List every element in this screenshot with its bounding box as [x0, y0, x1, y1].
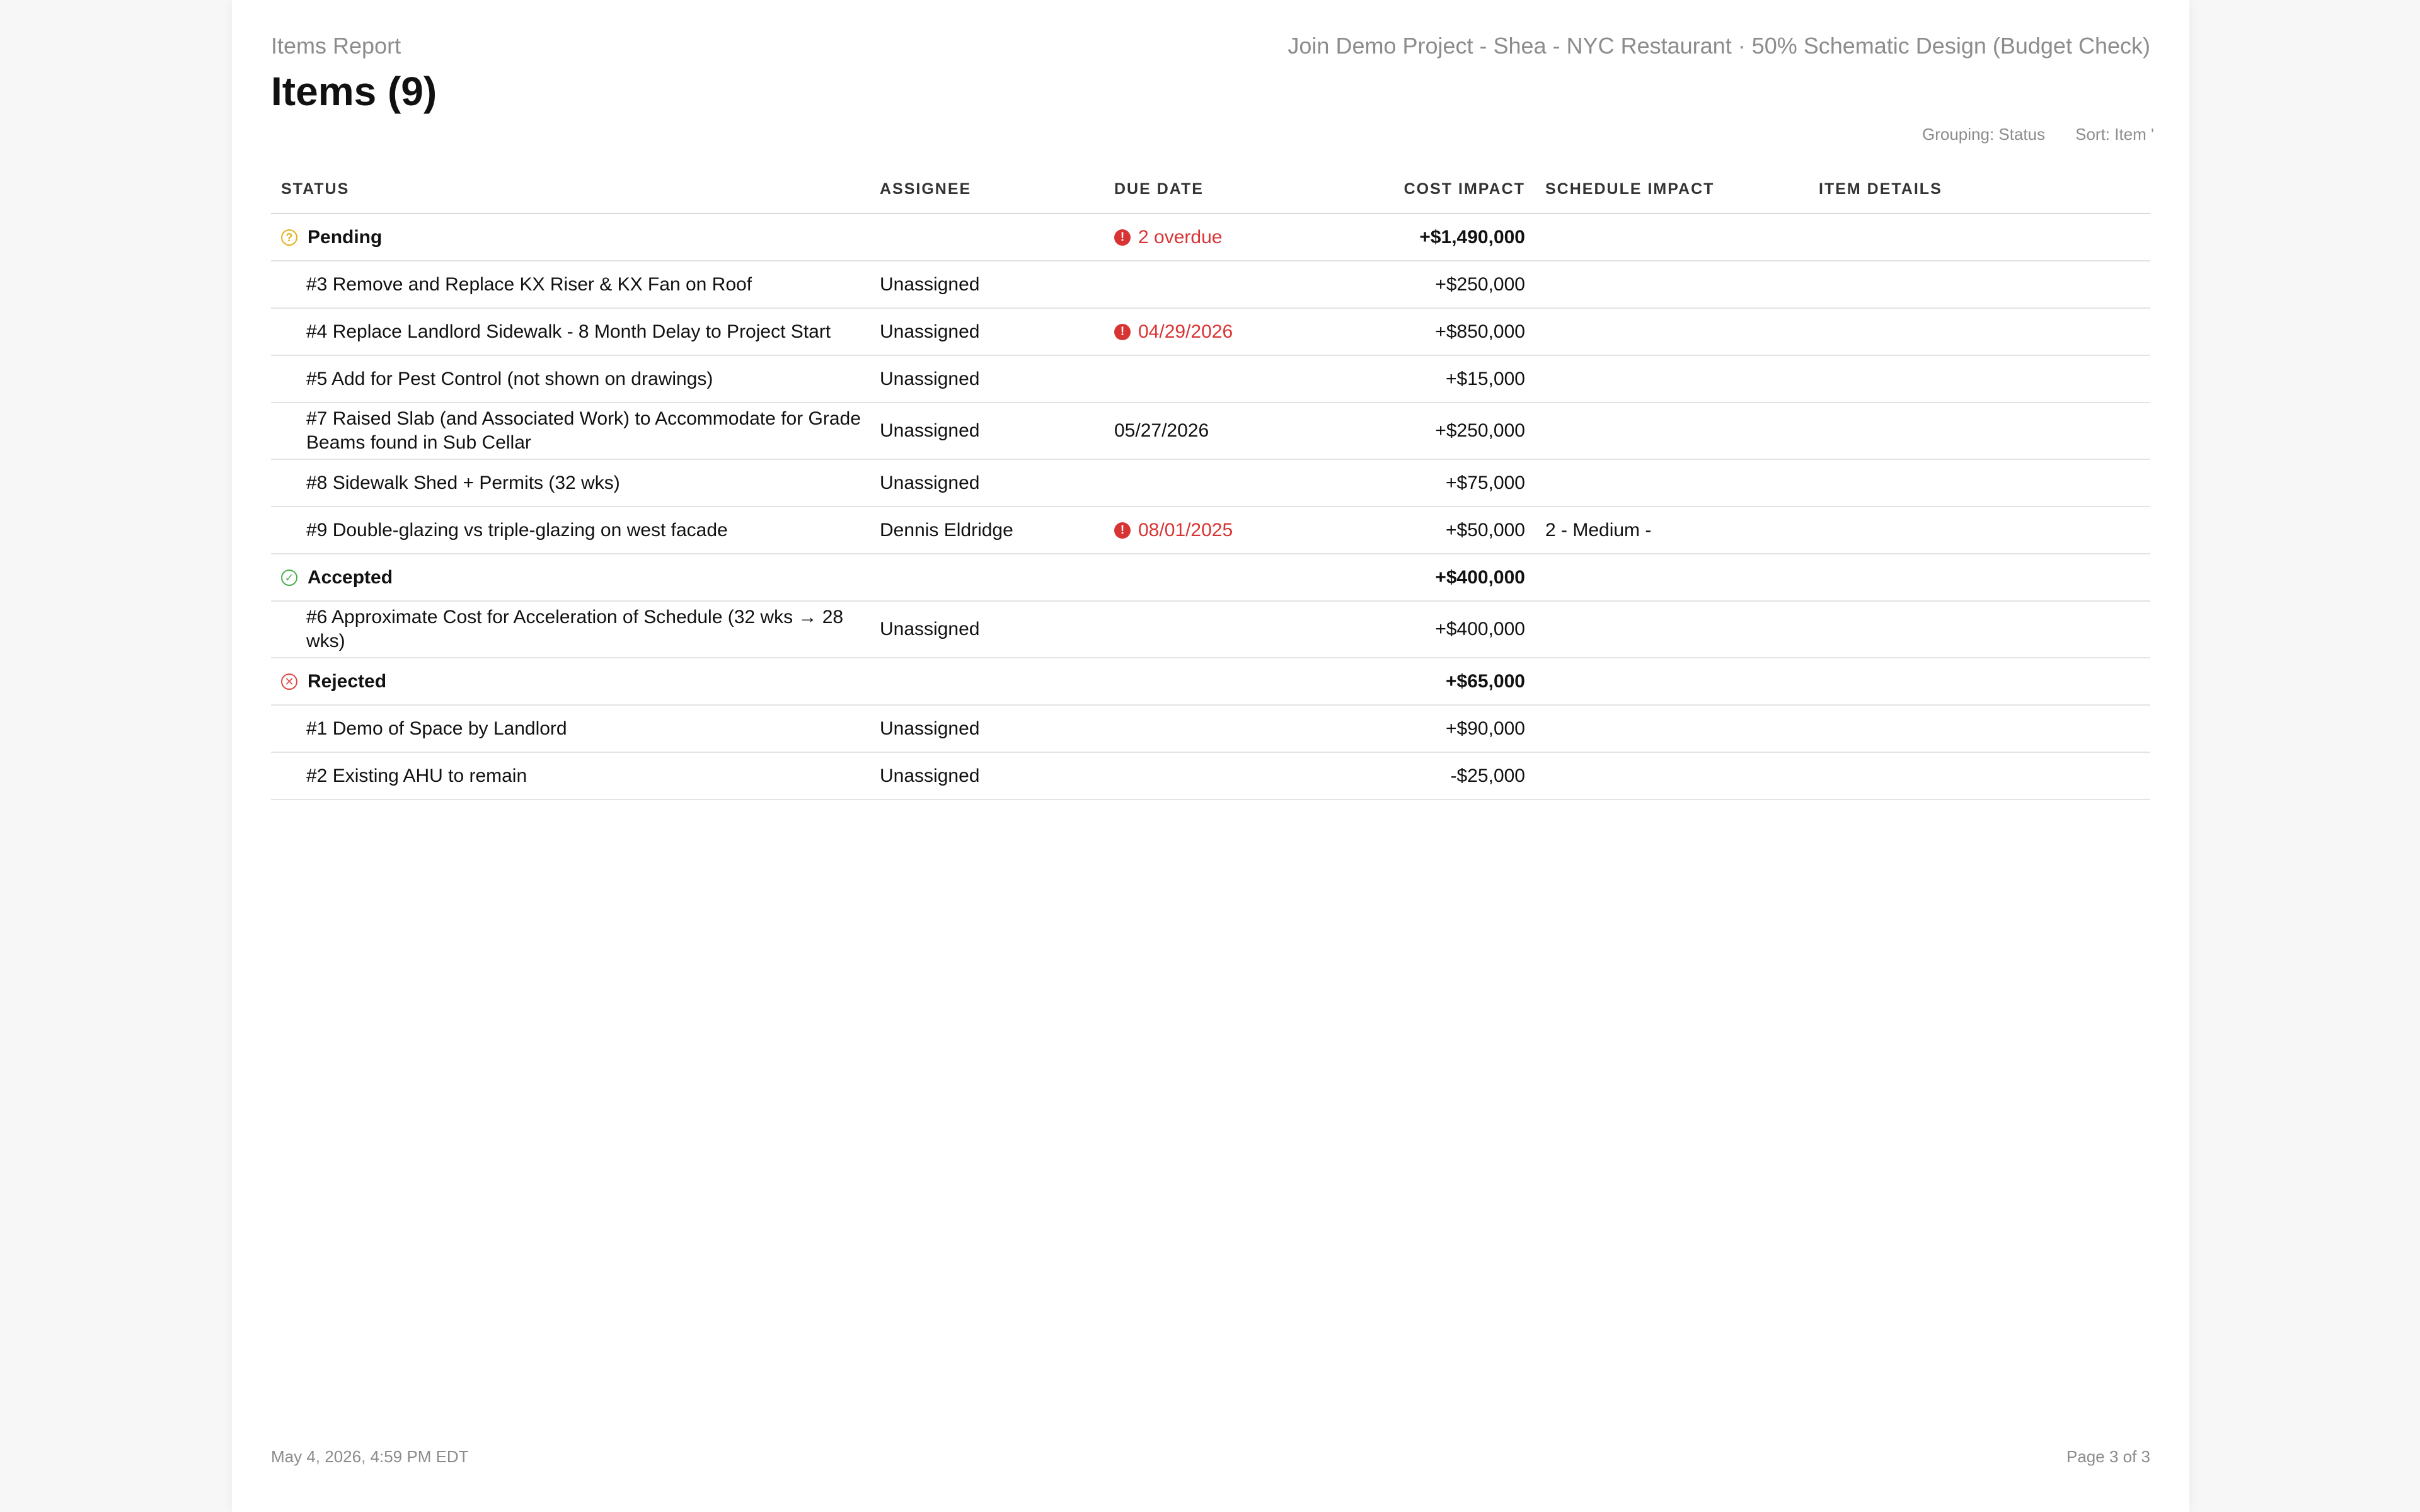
sort-label: Sort: Item ' — [2075, 125, 2154, 144]
table-row[interactable] — [271, 356, 2150, 403]
column-header-item-details: ITEM DETAILS — [1819, 180, 1942, 198]
question-circle-icon: ? — [281, 229, 297, 246]
item-label: #8 Sidewalk Shed + Permits (32 wks) — [306, 472, 620, 493]
footer-page-number: Page 3 of 3 — [2066, 1447, 2150, 1466]
alert-icon: ! — [1114, 229, 1131, 246]
report-page — [232, 0, 2189, 1512]
item-cost: -$25,000 — [1450, 765, 1525, 786]
table-row[interactable] — [271, 507, 2150, 554]
items-table — [271, 165, 2150, 800]
column-header-status: STATUS — [281, 180, 350, 198]
column-header-cost-impact: COST IMPACT — [1403, 180, 1525, 198]
group-cost: +$400,000 — [1435, 566, 1525, 588]
item-label: #3 Remove and Replace KX Riser & KX Fan on Roof — [306, 273, 752, 295]
group-name: Rejected — [308, 670, 387, 692]
column-header-assignee: ASSIGNEE — [880, 180, 972, 198]
item-cost: +$850,000 — [1435, 321, 1525, 342]
item-label: #7 Raised Slab (and Associated Work) to Accommodate for Grade Beams found in Sub Cellar — [306, 408, 861, 453]
item-cost: +$15,000 — [1446, 368, 1525, 389]
item-label: #9 Double-glazing vs triple-glazing on west facade — [306, 519, 728, 541]
item-assignee: Dennis Eldridge — [880, 519, 1013, 541]
item-due-date: 04/29/2026 — [1138, 321, 1233, 342]
item-cost: +$50,000 — [1446, 519, 1525, 541]
page-title: Items (9) — [271, 69, 437, 114]
report-label: Items Report — [271, 33, 401, 59]
table-row[interactable] — [271, 261, 2150, 309]
report-meta — [1922, 125, 2154, 144]
item-schedule-impact: 2 - Medium - — [1545, 519, 1652, 541]
item-cost: +$400,000 — [1435, 619, 1525, 639]
group-name: Accepted — [308, 566, 393, 588]
check-circle-icon: ✓ — [281, 570, 297, 586]
table-row[interactable] — [271, 602, 2150, 658]
table-row[interactable] — [271, 403, 2150, 460]
overdue-count: 2 overdue — [1138, 226, 1223, 248]
item-label: #2 Existing AHU to remain — [306, 765, 527, 786]
item-label: #1 Demo of Space by Landlord — [306, 718, 567, 739]
item-label: #5 Add for Pest Control (not shown on drawings) — [306, 368, 713, 389]
grouping-label: Grouping: Status — [1922, 125, 2046, 144]
table-row[interactable] — [271, 309, 2150, 356]
group-row-pending — [271, 214, 2150, 261]
item-due-date: 05/27/2026 — [1114, 420, 1209, 441]
item-cost: +$250,000 — [1435, 420, 1525, 441]
table-header — [271, 165, 2150, 214]
table-row[interactable] — [271, 753, 2150, 800]
column-header-due-date: DUE DATE — [1114, 180, 1204, 198]
column-header-schedule-impact: SCHEDULE IMPACT — [1545, 180, 1715, 198]
alert-icon: ! — [1114, 324, 1131, 340]
group-cost: +$65,000 — [1446, 670, 1525, 692]
item-label: #4 Replace Landlord Sidewalk - 8 Month Delay to Project Start — [306, 321, 831, 342]
item-label: #6 Approximate Cost for Acceleration of Schedule (32 wks → 28 wks) — [306, 607, 844, 651]
item-assignee: Unassigned — [880, 321, 980, 342]
group-row-rejected — [271, 658, 2150, 706]
item-assignee: Unassigned — [880, 368, 980, 389]
item-cost: +$90,000 — [1446, 718, 1525, 739]
project-name: Join Demo Project - Shea - NYC Restaurant · 50% Schematic Design (Budget Check) — [1288, 33, 2150, 59]
table-row[interactable] — [271, 460, 2150, 507]
item-assignee: Unassigned — [880, 765, 980, 786]
item-assignee: Unassigned — [880, 472, 980, 493]
alert-icon: ! — [1114, 522, 1131, 539]
item-due-date: 08/01/2025 — [1138, 519, 1233, 541]
item-assignee: Unassigned — [880, 273, 980, 295]
item-assignee: Unassigned — [880, 619, 980, 639]
item-assignee: Unassigned — [880, 420, 980, 441]
group-name: Pending — [308, 226, 383, 248]
item-cost: +$75,000 — [1446, 472, 1525, 493]
item-cost: +$250,000 — [1435, 273, 1525, 295]
table-row[interactable] — [271, 706, 2150, 753]
group-cost: +$1,490,000 — [1419, 226, 1525, 248]
item-assignee: Unassigned — [880, 718, 980, 739]
footer-timestamp: May 4, 2026, 4:59 PM EDT — [271, 1447, 469, 1466]
group-row-accepted — [271, 554, 2150, 602]
x-circle-icon: ✕ — [281, 673, 297, 690]
